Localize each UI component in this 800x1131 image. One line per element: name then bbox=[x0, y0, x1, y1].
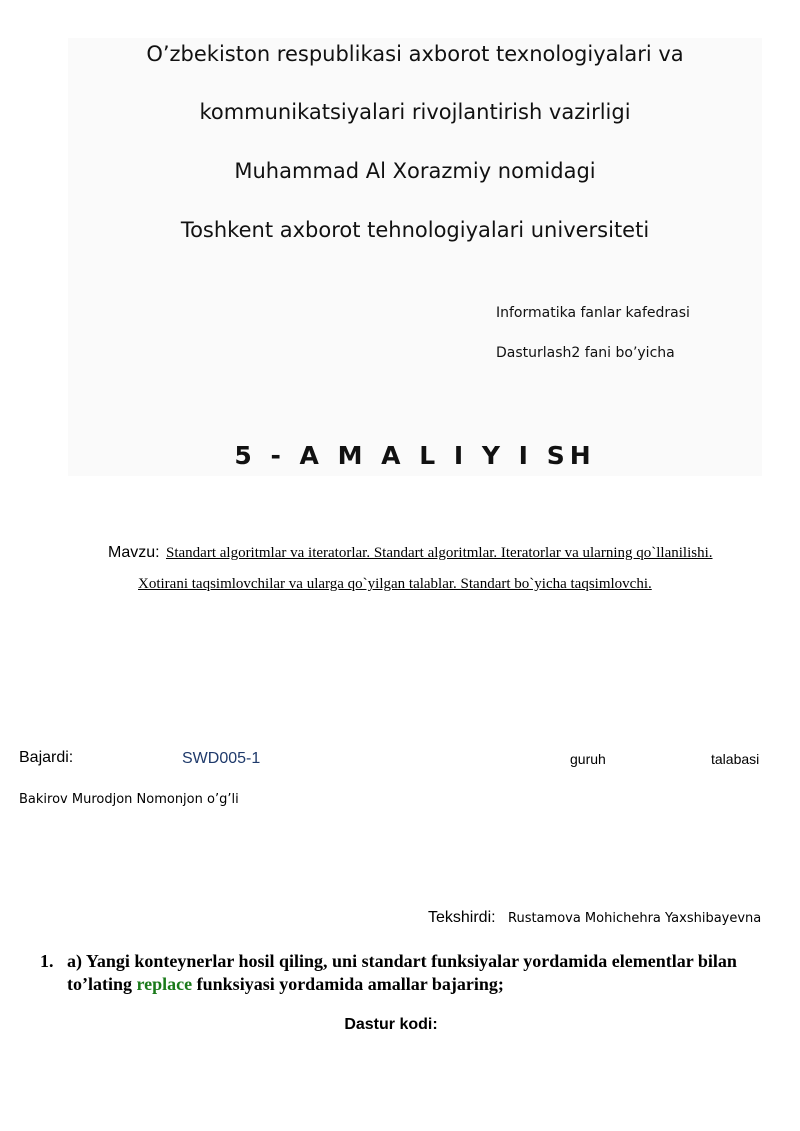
university-line-1: Muhammad Al Xorazmiy nomidagi bbox=[234, 159, 596, 183]
group-code: SWD005-1 bbox=[182, 750, 261, 767]
group-word: guruh bbox=[570, 751, 606, 767]
task-text-before: a) Yangi konteynerlar hosil qiling, uni standart funksiyalar yordamida elementlar bilan to’lating bbox=[67, 951, 737, 994]
task-text bbox=[67, 950, 767, 996]
reviewer-name: Rustamova Mohichehra Yaxshibayevna bbox=[508, 911, 762, 926]
course-name: Dasturlash2 fani bo’yicha bbox=[496, 345, 675, 361]
department-name: Informatika fanlar kafedrasi bbox=[496, 305, 690, 321]
performer-label: Bajardi: bbox=[19, 749, 74, 766]
code-section-label: Dastur kodi: bbox=[344, 1016, 438, 1033]
topic-text-line-1: Standart algoritmlar va iteratorlar. Standart algoritmlar. Iteratorlar va ularning qo`llanilishi. bbox=[166, 545, 713, 561]
student-word: talabasi bbox=[711, 751, 760, 767]
task-text-after: funksiyasi yordamida amallar bajaring; bbox=[192, 974, 504, 994]
replace-keyword: replace bbox=[136, 974, 193, 994]
task-number: 1. bbox=[40, 951, 54, 971]
topic-label: Mavzu: bbox=[108, 544, 160, 561]
university-line-2: Toshkent axborot tehnologiyalari universiteti bbox=[180, 218, 650, 242]
student-name: Bakirov Murodjon Nomonjon o’g’li bbox=[19, 792, 239, 807]
practical-work-title: 5 - A M A L I Y I SH bbox=[234, 441, 596, 470]
topic-text-line-2: Xotirani taqsimlovchilar va ularga qo`yilgan talablar. Standart bo`yicha taqsimlovchi. bbox=[138, 576, 652, 592]
ministry-line-1: O’zbekiston respublikasi axborot texnologiyalari va bbox=[146, 42, 684, 66]
reviewer-label: Tekshirdi: bbox=[428, 909, 496, 926]
ministry-line-2: kommunikatsiyalari rivojlantirish vazirligi bbox=[199, 100, 631, 124]
